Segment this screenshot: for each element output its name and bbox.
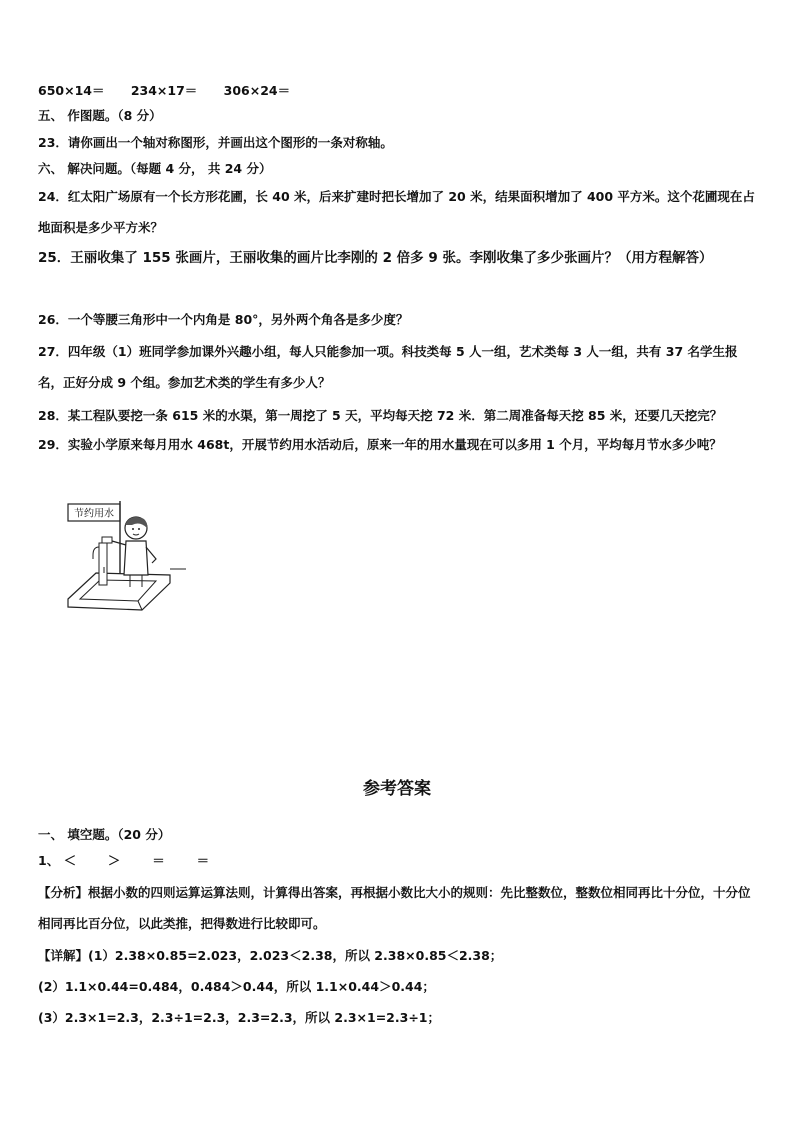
analysis-paragraph: 【分析】根据小数的四则运算运算法则，计算得出答案，再根据小数比大小的规则：先比整数位，整数位相同再比十分位，十分位相同再比百分位，以此类推，把得数进行比较即可。 — [38, 885, 751, 931]
answer-1 — [38, 851, 760, 871]
calc-item: 234×17＝ — [130, 83, 198, 98]
question-24: 24．红太阳广场原有一个长方形花圃，长 40 米，后来扩建时把长增加了 20 米，结果面积增加了 400 平方米。这个花圃现在占地面积是多少平方米？ — [38, 189, 755, 235]
question-26: 26．一个等腰三角形中一个内角是 80°，另外两个角各是多少度？ — [38, 312, 409, 327]
water-saving-illustration — [60, 495, 190, 625]
section-5-heading: 五、 作图题。（8 分） — [38, 108, 162, 123]
section-6-heading: 六、 解决问题。（每题 4 分， 共 24 分） — [38, 161, 272, 176]
detail-line-2: (2）1.1×0.44=0.484，0.484＞0.44，所以 1.1×0.44＞0.44； — [38, 979, 435, 994]
answer-symbol: ＜ — [63, 853, 77, 868]
question-25: 25．王丽收集了 155 张画片，王丽收集的画片比李刚的 2 倍多 9 张。李刚收集了多少张画片？（用方程解答） — [38, 250, 713, 266]
question-28: 28．某工程队要挖一条 615 米的水渠，第一周挖了 5 天，平均每天挖 72 米．第二周准备每天挖 85 米，还要几天挖完？ — [38, 408, 723, 423]
question-27: 27．四年级（1）班同学参加课外兴趣小组，每人只能参加一项。科技类每 5 人一组，艺术类每 3 人一组，共有 37 名学生报名，正好分成 9 个组。参加艺术类的学生有多少人？ — [38, 344, 738, 390]
answer-symbol: ＞ — [107, 853, 121, 868]
calc-item: 650×14＝ — [38, 83, 105, 98]
answer-1-prefix: 1、 — [38, 853, 60, 868]
answer-title: 参考答案 — [363, 779, 431, 799]
water-tap-boy-icon — [60, 495, 190, 625]
detail-line-1: 【详解】(1）2.38×0.85=2.023，2.023＜2.38，所以 2.38×0.85＜2.38； — [38, 948, 503, 963]
calc-row — [38, 81, 760, 101]
question-29: 29．实验小学原来每月用水 468t，开展节约用水活动后，原来一年的用水量现在可以多用 1 个月，平均每月节水多少吨？ — [38, 437, 722, 452]
question-23: 23．请你画出一个轴对称图形，并画出这个图形的一条对称轴。 — [38, 135, 393, 150]
answer-section-1-heading: 一、 填空题。（20 分） — [38, 827, 171, 842]
detail-line-3: (3）2.3×1=2.3，2.3÷1=2.3，2.3=2.3，所以 2.3×1=2.3÷1； — [38, 1010, 440, 1025]
calc-item: 306×24＝ — [223, 83, 291, 98]
sign-text: 节约用水 — [74, 508, 114, 520]
answer-symbol: ＝ — [152, 853, 165, 868]
answer-symbol: ＝ — [196, 853, 210, 868]
